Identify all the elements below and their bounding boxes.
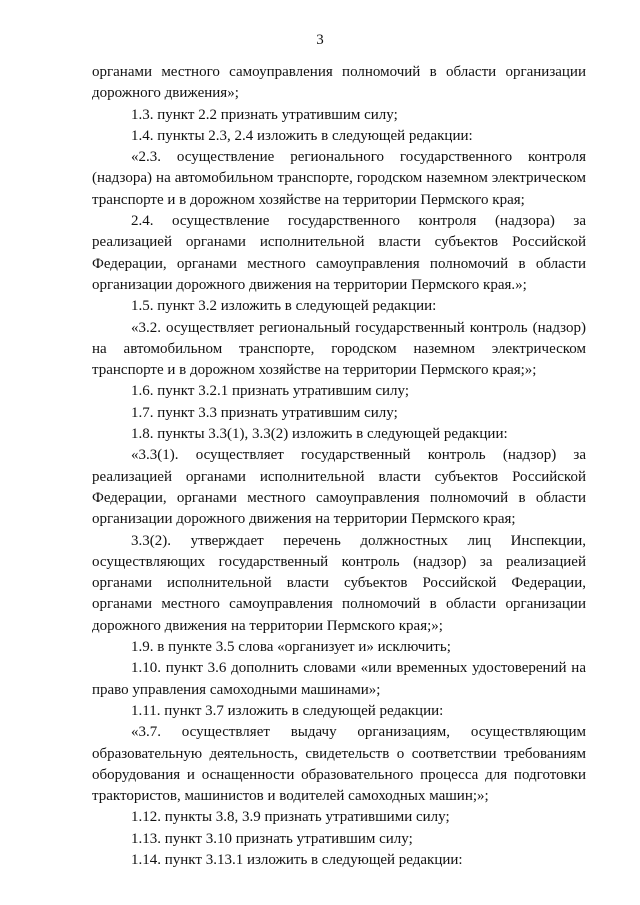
paragraph: «2.3. осуществление регионального государственного контроля (надзора) на автомобильном транспорте, городском наземном электрическом транспорте и в дорожном хозяйстве на территории Пермского края; <box>92 149 586 208</box>
paragraph: 1.3. пункт 2.2 признать утратившим силу; <box>131 106 398 123</box>
page-number: 3 <box>316 32 324 48</box>
paragraph: 2.4. осуществление государственного контроля (надзора) за реализацией органами исполнительной власти субъектов Российской Федерации, органами местного самоуправления полномочий в области организации дорожного движения на территории Пермского края.»; <box>92 213 586 293</box>
paragraph: 1.4. пункты 2.3, 2.4 изложить в следующей редакции: <box>131 127 473 144</box>
paragraph: 3.3(2). утверждает перечень должностных лиц Инспекции, осуществляющих государственный контроль (надзор) за реализацией органами исполнительной власти субъектов Российской Федерации, органами местного самоуправления полномочий в области организации дорожного движения на территории Пермского края;»; <box>92 532 586 634</box>
paragraph: органами местного самоуправления полномочий в области организации дорожного движения»; <box>92 64 586 102</box>
paragraph: 1.13. пункт 3.10 признать утратившим силу; <box>131 830 413 847</box>
paragraph: «3.7. осуществляет выдачу организациям, осуществляющим образовательную деятельность, свидетельств о соответствии требованиям оборудования и оснащенности образовательного процесса для подготовки трактористов, машинистов и водителей самоходных машин;»; <box>92 724 586 805</box>
paragraph: 1.11. пункт 3.7 изложить в следующей редакции: <box>131 702 444 719</box>
paragraph: 1.10. пункт 3.6 дополнить словами «или временных удостоверений на право управления самоходными машинами»; <box>92 660 586 698</box>
paragraph: «3.3(1). осуществляет государственный контроль (надзор) за реализацией органами исполнительной власти субъектов Российской Федерации, органами местного самоуправления полномочий в области организации дорожного движения на территории Пермского края; <box>92 447 586 528</box>
paragraph: 1.9. в пункте 3.5 слова «организует и» исключить; <box>131 639 451 656</box>
document-body <box>92 62 586 871</box>
paragraph: 1.12. пункты 3.8, 3.9 признать утратившими силу; <box>131 809 450 826</box>
paragraph: 1.5. пункт 3.2 изложить в следующей редакции: <box>131 298 437 315</box>
paragraph: 1.6. пункт 3.2.1 признать утратившим силу; <box>131 383 410 400</box>
paragraph: «3.2. осуществляет региональный государственный контроль (надзор) на автомобильном транспорте, городском наземном электрическом транспорте и в дорожном хозяйстве на территории Пермского края;»; <box>92 319 586 379</box>
paragraph: 1.7. пункт 3.3 признать утратившим силу; <box>131 404 398 421</box>
paragraph: 1.8. пункты 3.3(1), 3.3(2) изложить в следующей редакции: <box>131 426 508 443</box>
paragraph: 1.14. пункт 3.13.1 изложить в следующей редакции: <box>131 851 463 868</box>
